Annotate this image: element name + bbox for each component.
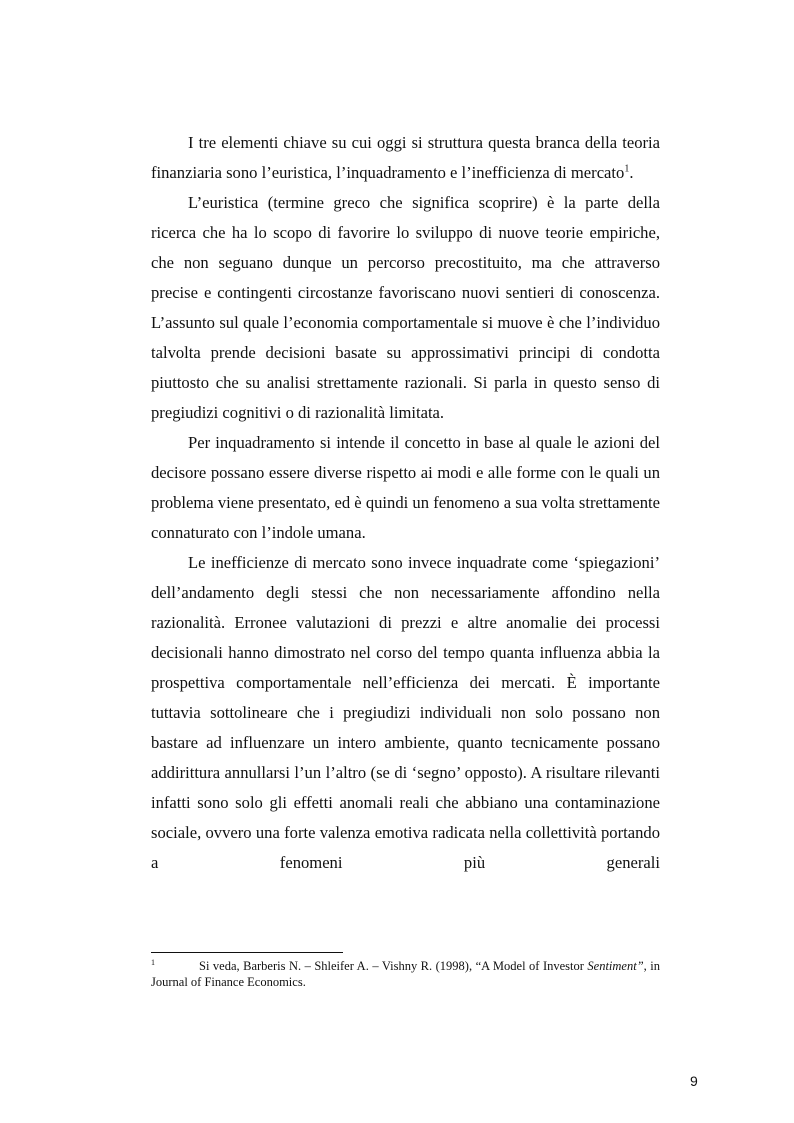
footnote-text: Si veda, Barberis N. – Shleifer A. – Vishny R. (1998), “A Model of Investor (199, 959, 588, 973)
paragraph-2: L’euristica (termine greco che significa scoprire) è la parte della ricerca che ha lo scopo di favorire lo sviluppo di nuove teorie empiriche, che non seguano dunque un percorso precostituito, ma che attraverso precise e contingenti circostanze favoriscano nuovi sentieri di conoscenza. L’assunto sul quale l’economia comportamentale si muove è che l’individuo talvolta prende decisioni basate su approssimativi principi di condotta piuttosto che su analisi strettamente razionali. Si parla in questo senso di pregiudizi cognitivi o di razionalità limitata. (151, 193, 660, 422)
paragraph-1 (151, 128, 660, 188)
footnote: 1 Si veda, Barberis N. – Shleifer A. – Vishny R. (1998), “A Model of Investor Sentiment”, in Journal of Finance Economics. (151, 957, 660, 989)
page-number: 9 (690, 1073, 698, 1089)
paragraph-1-text: I tre elementi chiave su cui oggi si struttura questa branca della teoria finanziaria sono l’euristica, l’inquadramento e l’inefficienza di mercato (151, 133, 660, 182)
footnote-reference[interactable]: 1 (624, 163, 630, 175)
footnote-italic-text: Sentiment” (587, 959, 644, 973)
paragraph-3: Per inquadramento si intende il concetto in base al quale le azioni del decisore possano essere diverse rispetto ai modi e alle forme con le quali un problema viene presentato, ed è quindi un fenomeno a sua volta strettamente connaturato con l’indole umana. (151, 433, 660, 542)
paragraph-1-end: . (629, 163, 634, 182)
paragraph-4: Le inefficienze di mercato sono invece inquadrate come ‘spiegazioni’ dell’andamento degli stessi che non necessariamente affondino nella razionalità. Erronee valutazioni di prezzi e altre anomalie dei processi decisionali hanno dimostrato nel corso del tempo quanta influenza abbia la prospettiva comportamentale nell’efficienza dei mercati. È importante tuttavia sottolineare che i pregiudizi individuali non solo possano non bastare ad influenzare un intero ambiente, quanto tecnicamente possano addirittura annullarsi l’un l’altro (se di ‘segno’ opposto). A risultare rilevanti infatti sono solo gli effetti anomali reali che abbiano una contaminazione sociale, ovvero una forte valenza emotiva radicata nella collettività portando a fenomeni più generali (151, 553, 660, 872)
footnote-text-end: , in Journal of Finance Economics. (151, 959, 660, 989)
body-text (151, 128, 660, 878)
footnote-separator (151, 952, 343, 953)
